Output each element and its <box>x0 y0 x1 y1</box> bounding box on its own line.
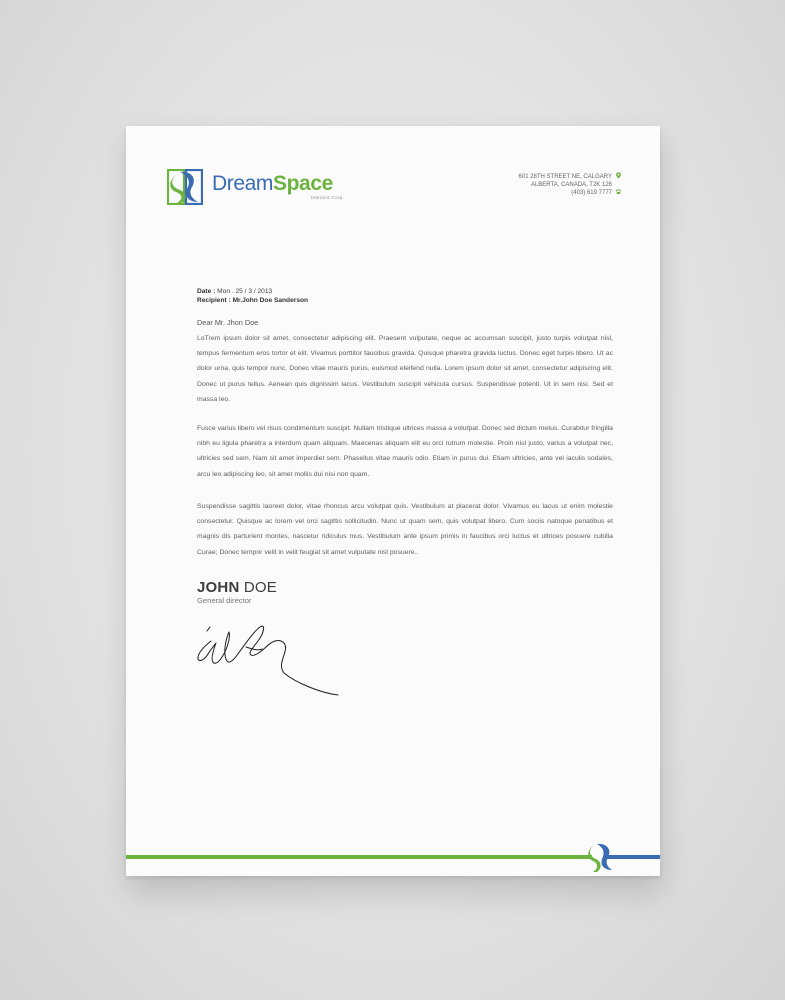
address-phone: (403) 619 7777 <box>571 190 612 196</box>
letterhead-page <box>126 126 660 876</box>
footer-logo-icon <box>586 842 614 874</box>
phone-icon <box>615 188 622 195</box>
recipient-line: Recipient : Mr.John Doe Sanderson <box>197 296 309 304</box>
dreamspace-logo-icon <box>167 169 203 205</box>
address-line-1: 601 28TH STREET NE, CALGARY <box>518 174 612 180</box>
letter-paragraph-1: LoTrem ipsum dolor sit amet, consectetur adipiscing elit. Praesent vulputate, neque ac accumsan suscipit, justo turpis volutpat nisl, tempus fermentum eros tortor et elit. Vivamus porttitor faucibus gravida. Quisque pharetra gravida luctus. Donec eget turpis libero. Ut ac dolor urna, quis tempor nunc. Donec vitae mauris purus, euismod eleifend nulla. Lorem ipsum dolor sit amet, consectetur adipiscing elit. Donec ut purus tellus. Aenean quis dignissim lacus. Vestibulum suscipit vehicula cursus. Suspendisse potenti. Ut in sem nisi. Sed et massa leo. <box>197 335 613 403</box>
brand-tagline: Interiors Corp. <box>311 195 345 200</box>
date-line: Date : Mon . 25 / 3 / 2013 <box>197 288 273 295</box>
location-pin-icon <box>615 172 622 179</box>
signer-name: JOHN DOE <box>197 579 277 596</box>
letter-paragraph-3: Suspendisse sagittis laoreet dolor, vitae rhoncus arcu volutpat quis. Vestibulum at placerat dolor. Vivamus eu lacus ut enim molestie consectetur. Quisque ac lorem vel orci sagittis sollicitudin. Nunc ut quam sem, quis volutpat libero. Cum sociis natoque penatibus et magnis dis parturient montes, nascetur ridiculus mus. Vestibulum ante ipsum primis in faucibus orci luctus et ultrices posuere cubilia Curae; Donec tempor velit in velit feugiat sit amet vulputate nisl posuere.. <box>197 503 613 556</box>
signer-title: General director <box>197 596 252 605</box>
letter-meta <box>197 288 308 305</box>
address-line-2: ALBERTA, CANADA, T2K 126 <box>530 182 612 188</box>
handwritten-signature <box>196 621 346 701</box>
company-address <box>519 173 612 197</box>
brand-name: DreamSpace <box>212 172 333 195</box>
footer-green-bar <box>126 855 592 859</box>
letter-greeting: Dear Mr. Jhon Doe <box>197 318 259 327</box>
letter-paragraph-2: Fusce varius libero vel risus condimentum suscipit. Nullam tristique ultrices massa a volutpat. Donec sed dictum metus. Curabitur fringilla nibh eu ligula pharetra a interdum quam aliquam. Maecenas aliquam elit eu orci rutrum molestie. Proin nisl justo, varius a volutpat nec, ultricies sed sem. Nam sit amet imperdiet sem. Phasellus vitae mauris odio. Etiam in purus dui. Etiam ultricies, ante vel iaculis sodales, arcu leo adipiscing leo, sit amet mollis dui nisi non quam. <box>197 425 613 478</box>
footer-blue-bar <box>606 855 660 859</box>
